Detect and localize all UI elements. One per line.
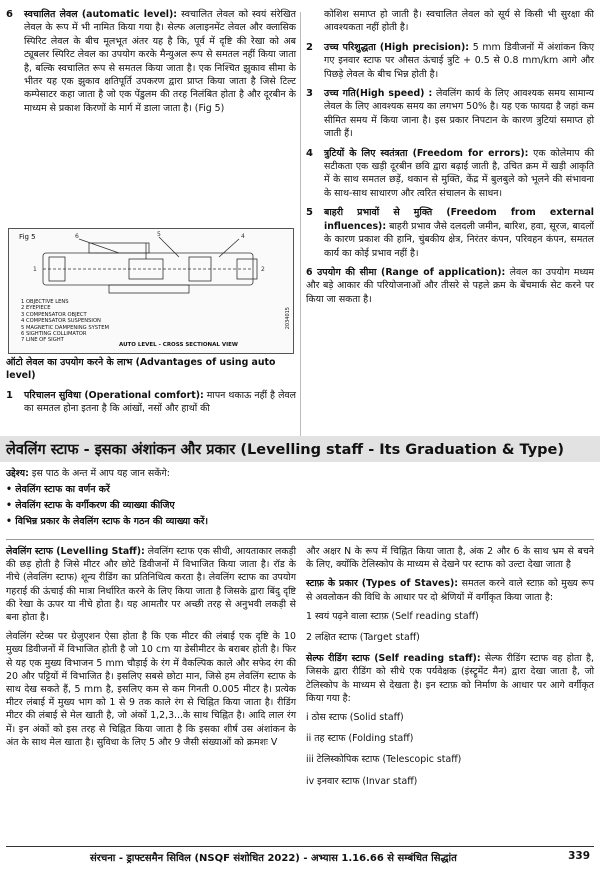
item-number: 1 [6,389,13,401]
item-number: 2 [306,41,313,53]
collimator-mark [89,243,149,253]
figure-parts-list [21,299,109,344]
types-para [306,577,594,603]
objectives-divider [6,539,594,540]
figure-part: 1 OBJECTIVE LENS [21,299,69,305]
objectives-box [6,466,594,530]
item-high-speed [306,87,594,141]
item-number: 5 [306,207,313,219]
svg-text:2: 2 [261,266,265,273]
item-body [324,206,594,260]
item-text: लेवलिंग कार्य के लिए आवश्यक समय सामान्य लेवल के लिए आवश्यक समय का लगभग 50% है। यह एक फायदा है जहां कम सीमित समय में किया जाना है। इस प्रकार निपटान के कारण त्रुटियां समाप्त हो जाती हैं। [324,88,594,140]
item-title: 6 उपयोग की सीमा (Range of application): [306,266,506,278]
item-operational-comfort [6,389,296,416]
svg-text:6: 6 [75,233,79,240]
left-column [6,8,296,121]
item-body [324,41,594,81]
objective-item: • लेवलिंग स्टाफ के वर्गीकरण की व्याख्या कीजिए [6,500,175,511]
para-title: स्टाफ़ के प्रकार (Types of Staves): [306,578,459,590]
type-item: 2 लक्षित स्टाफ (Target staff) [306,632,420,644]
objectives-list [6,482,594,530]
type-item: 1 स्वयं पढ़ने वाला स्टाफ़ (Self reading staff) [306,610,479,622]
item-text: मापन थकाऊ नहीं है लेवल का समतल होना इतना है कि आंखों, नसों और हाथों की [24,389,296,415]
figure-title: AUTO LEVEL - CROSS SECTIONAL VIEW [119,342,238,348]
svg-text:4: 4 [241,233,245,240]
objectives-heading: उद्देश्य: [6,468,29,479]
staff-list [306,711,594,788]
item-text: 5 mm डिवीजनों में अंशांकन किए गए इनवार स्टाफ पर औसत ऊंचाई त्रुटि + 0.5 से 0.8 mm/km आगे और पिछड़े लेवल के बीच भिन्न होती है। [324,41,594,80]
item-external-influences [306,206,594,260]
self-reading-para [306,652,594,705]
footer-text: संरचना - ड्राफ्टसमैन सिविल (NSQF संशोधित 2022) - अभ्यास 1.16.66 से सम्बंधित सिद्धांत [90,853,457,864]
figure-part: 7 LINE OF SIGHT [21,337,64,344]
item-text: लेवल का उपयोग मध्यम और बड़े आकार की परियोजनाओं और तीसरे से पहले क्रम के बेंचमार्क सेट करने पर किया जा सकता है। [306,266,594,305]
types-list [306,610,594,644]
item-title: स्वचालित लेवल (automatic level): [24,9,178,20]
base-mark [109,285,189,293]
item-freedom-errors [306,147,594,201]
para-title: लेवलिंग स्टाफ (Levelling Staff): [6,546,145,557]
graduation-para: लेवलिंग स्टेव्स पर ग्रेजुएशन ऐसा होता है कि एक मीटर की लंबाई एक दृष्टि के 10 मुख्य डिवीजनों में विभाजित होती है जो 10 cm या डेसीमीटर के बराबर होती है। फिर से यह एक मुख्य विभाजन 5 mm चौड़ाई के रंग में वैकल्पिक काले और सफेद रंग की 20 और पट्टियों में विभाजित है। इसलिए सबसे छोटा मान, जिसे हम लेवलिंग स्टाफ के साथ देख सकते हैं, 5 mm है, इसलिए कम से कम गिनती 0.005 मीटर है। प्रत्येक मीटर लंबाई में मुख्य भाग को 1 से 9 तक काले रंग से चिह्नित किया जाता है। रीडिंग मीटर की लंबाई से मेल खाती है, जो अंकों 1,2,3...के साथ चिह्नित है। आदि लाल रंग में। इन अंकों को इस तरह से चिह्नित किया जाता है कि इसका शीर्ष उस अंशांकन के अंत के साथ मेल खाता है। सुविधा के लिए 5 और 9 जैसी संख्याओं को क्रमशः V [6,631,296,748]
staff-item: iv इनवार स्टाफ (Invar staff) [306,775,418,787]
objective-item: • विभिन्न प्रकार के लेवलिंग स्टाफ के गठन की व्याख्या करें। [6,516,209,527]
footer-rule [6,846,594,847]
item-high-precision [306,41,594,81]
item-number: 4 [306,147,313,159]
item-title: बाहरी प्रभावों से मुक्ति (Freedom from external influences): [324,207,594,232]
svg-text:1: 1 [33,266,37,273]
figure-part: 3 COMPENSATOR OBJECT [21,311,87,318]
levelling-staff-para [6,545,296,624]
item-body [324,147,594,201]
page-number: 339 [568,850,590,862]
item-range-of-application [306,266,594,306]
para-text: लेवलिंग स्टाफ एक सीधी, आयताकार लकड़ी की छड़ होती है जिसे मीटर और छोटे डिवीजनों में विभाजित किया जाता है। रॉड के नीचे (लेवलिंग स्टाफ) शून्य रीडिंग का प्रतिनिधित्व करता है। लेवलिंग स्टाफ का उपयोग गहराई की ऊंचाई की मात्रा निर्धारित करने के लिए किया जाता है जिसके द्वारा बिंदु दृष्टि की रेखा के ऊपर या नीचे होता है। यह आमतौर पर अच्छी तरह से अनुभवी लकड़ी से बना होता है। [6,546,296,624]
item-text: एक कोलेमाप की सटीकता एक खड़ी दूरबीन छवि द्वारा बढ़ाई जाती है, उचित क्रम में खड़ी आकृति में के साथ समतल छड़ें, थकान से मुक्ति, केंद्र में बुलबुले को भूलने की संभावना के साथ-साथ साधारण और त्वरित संचालन के साधन। [324,147,595,199]
column-divider [300,12,301,437]
svg-text:5: 5 [157,231,161,238]
item-title: उच्च गति(High speed) : [324,88,433,100]
figure-part: 4 COMPENSATOR SUSPENSION [21,318,101,325]
para-text: सेल्फ रीडिंग स्टाफ वह होता है, जिसके द्वारा रीडिंग को सीधे एक पर्यवेक्षक (इंस्ट्रूमेंट मैन) द्वारा देखा जाता है, जो टेलिस्कोप के माध्यम से देखता है। इन स्टाफ़ को निर्माण के आधार पर आगे वर्गीकृत किया गया है: [306,653,594,704]
item-automatic-level [6,8,296,115]
figure-auto-level [8,228,294,354]
objective-item: • लेवलिंग स्टाफ का वर्णन करें [6,484,110,495]
section-title: लेवलिंग स्टाफ - इसका अंशांकन और प्रकार (Levelling staff - Its Graduation & Type) [6,442,564,458]
item-body [24,8,296,115]
advantages-section [6,356,296,422]
item-text: बाहरी प्रभाव जैसे दलदली जमीन, बारिश, हवा, सूरज, बादलों के कारण प्रकाश की हानि, चुंबकीय क्षेत्र, निरंतर कंपन, परिवहन कंपन, समतल कार्य का कोई प्रभाव नहीं है। [324,220,594,259]
figure-part: 6 SIGHTING COLLIMATOR [21,331,87,338]
item-title: त्रुटियों के लिए स्वतंत्रता (Freedom for errors): [324,147,529,159]
staff-item: i ठोस स्टाफ (Solid staff) [306,712,404,724]
continued-text: कोशिश समाप्त हो जाती है। स्वचालित लेवल को सूर्य से किसी भी सुरक्षा की आवश्यकता नहीं होती है। [324,9,594,34]
objective-lens-mark [49,257,65,281]
item-number: 3 [306,88,313,100]
item-body [324,87,594,141]
page-footer [0,846,600,866]
item-text: स्वचालित लेवल को स्वयं संरेखित लेवल के रूप में भी नामित किया गया है। सेल्फ अलाइनमेंट लेवल और क्लासिक स्पिरिट लेवल के बीच मूलभूत अंतर यह है कि, पूर्व में दृष्टि की रेखा को अब ट्यूबलर स्पिरिट लेवल का उपयोग करके मैन्युअल रूप से समतल नहीं किया जाता है, बल्कि स्वचालित रूप से समतल किया जाता है। एक निश्चित झुकाव सीमा के भीतर यह एक झुकाव क्षतिपूर्ति उपकरण द्वारा प्राप्त किया जाता है जिसे टिल्ट कम्पेसाटर कहा जाता है जो एक पेंडुलम की तरह निलंबित होता है और दूरबीन के माध्यम से प्रकाश किरणों के मार्ग में डाला जाता है। (Fig 5) [24,9,296,114]
figure-code: 2034015 [285,307,291,330]
item-number: 6 [6,9,13,20]
item-title: परिचालन सुविधा (Operational comfort): [24,389,204,401]
types-of-staves-section [306,545,594,796]
para-text: समतल करने वाले स्टाफ़ को मुख्य रूप से अवलोकन की विधि के आधार पर दो श्रेणियों में वर्गीकृत किया जाता है: [306,578,594,603]
continued-para: और अक्षर N के रूप में चिह्नित किया जाता है, अंक 2 और 6 के साथ भ्रम से बचने के लिए, क्योंकि टेलिस्कोप के माध्यम से देखने पर स्टाफ को उल्टा देखा जाता है [306,546,594,571]
objectives-intro: इस पाठ के अन्त में आप यह जान सकेंगे: [31,468,170,479]
item-body [24,389,296,416]
advantages-heading: ऑटो लेवल का उपयोग करने के लाभ (Advantages of using auto level) [6,357,276,382]
staff-item: iii टेलिस्कोपिक स्टाफ (Telescopic staff) [306,754,462,766]
levelling-staff-section [6,545,296,755]
para-title: सेल्फ रीडिंग स्टाफ (Self reading staff): [306,653,481,665]
staff-item: ii तह स्टाफ (Folding staff) [306,733,414,745]
figure-caption: Fig 5 [19,233,36,241]
right-column [306,8,594,306]
figure-part: 2 EYEPIECE [21,305,51,312]
item-title: उच्च परिशुद्धता (High precision): [324,41,469,53]
figure-part: 5 MAGNETIC DAMPENING SYSTEM [21,324,109,331]
